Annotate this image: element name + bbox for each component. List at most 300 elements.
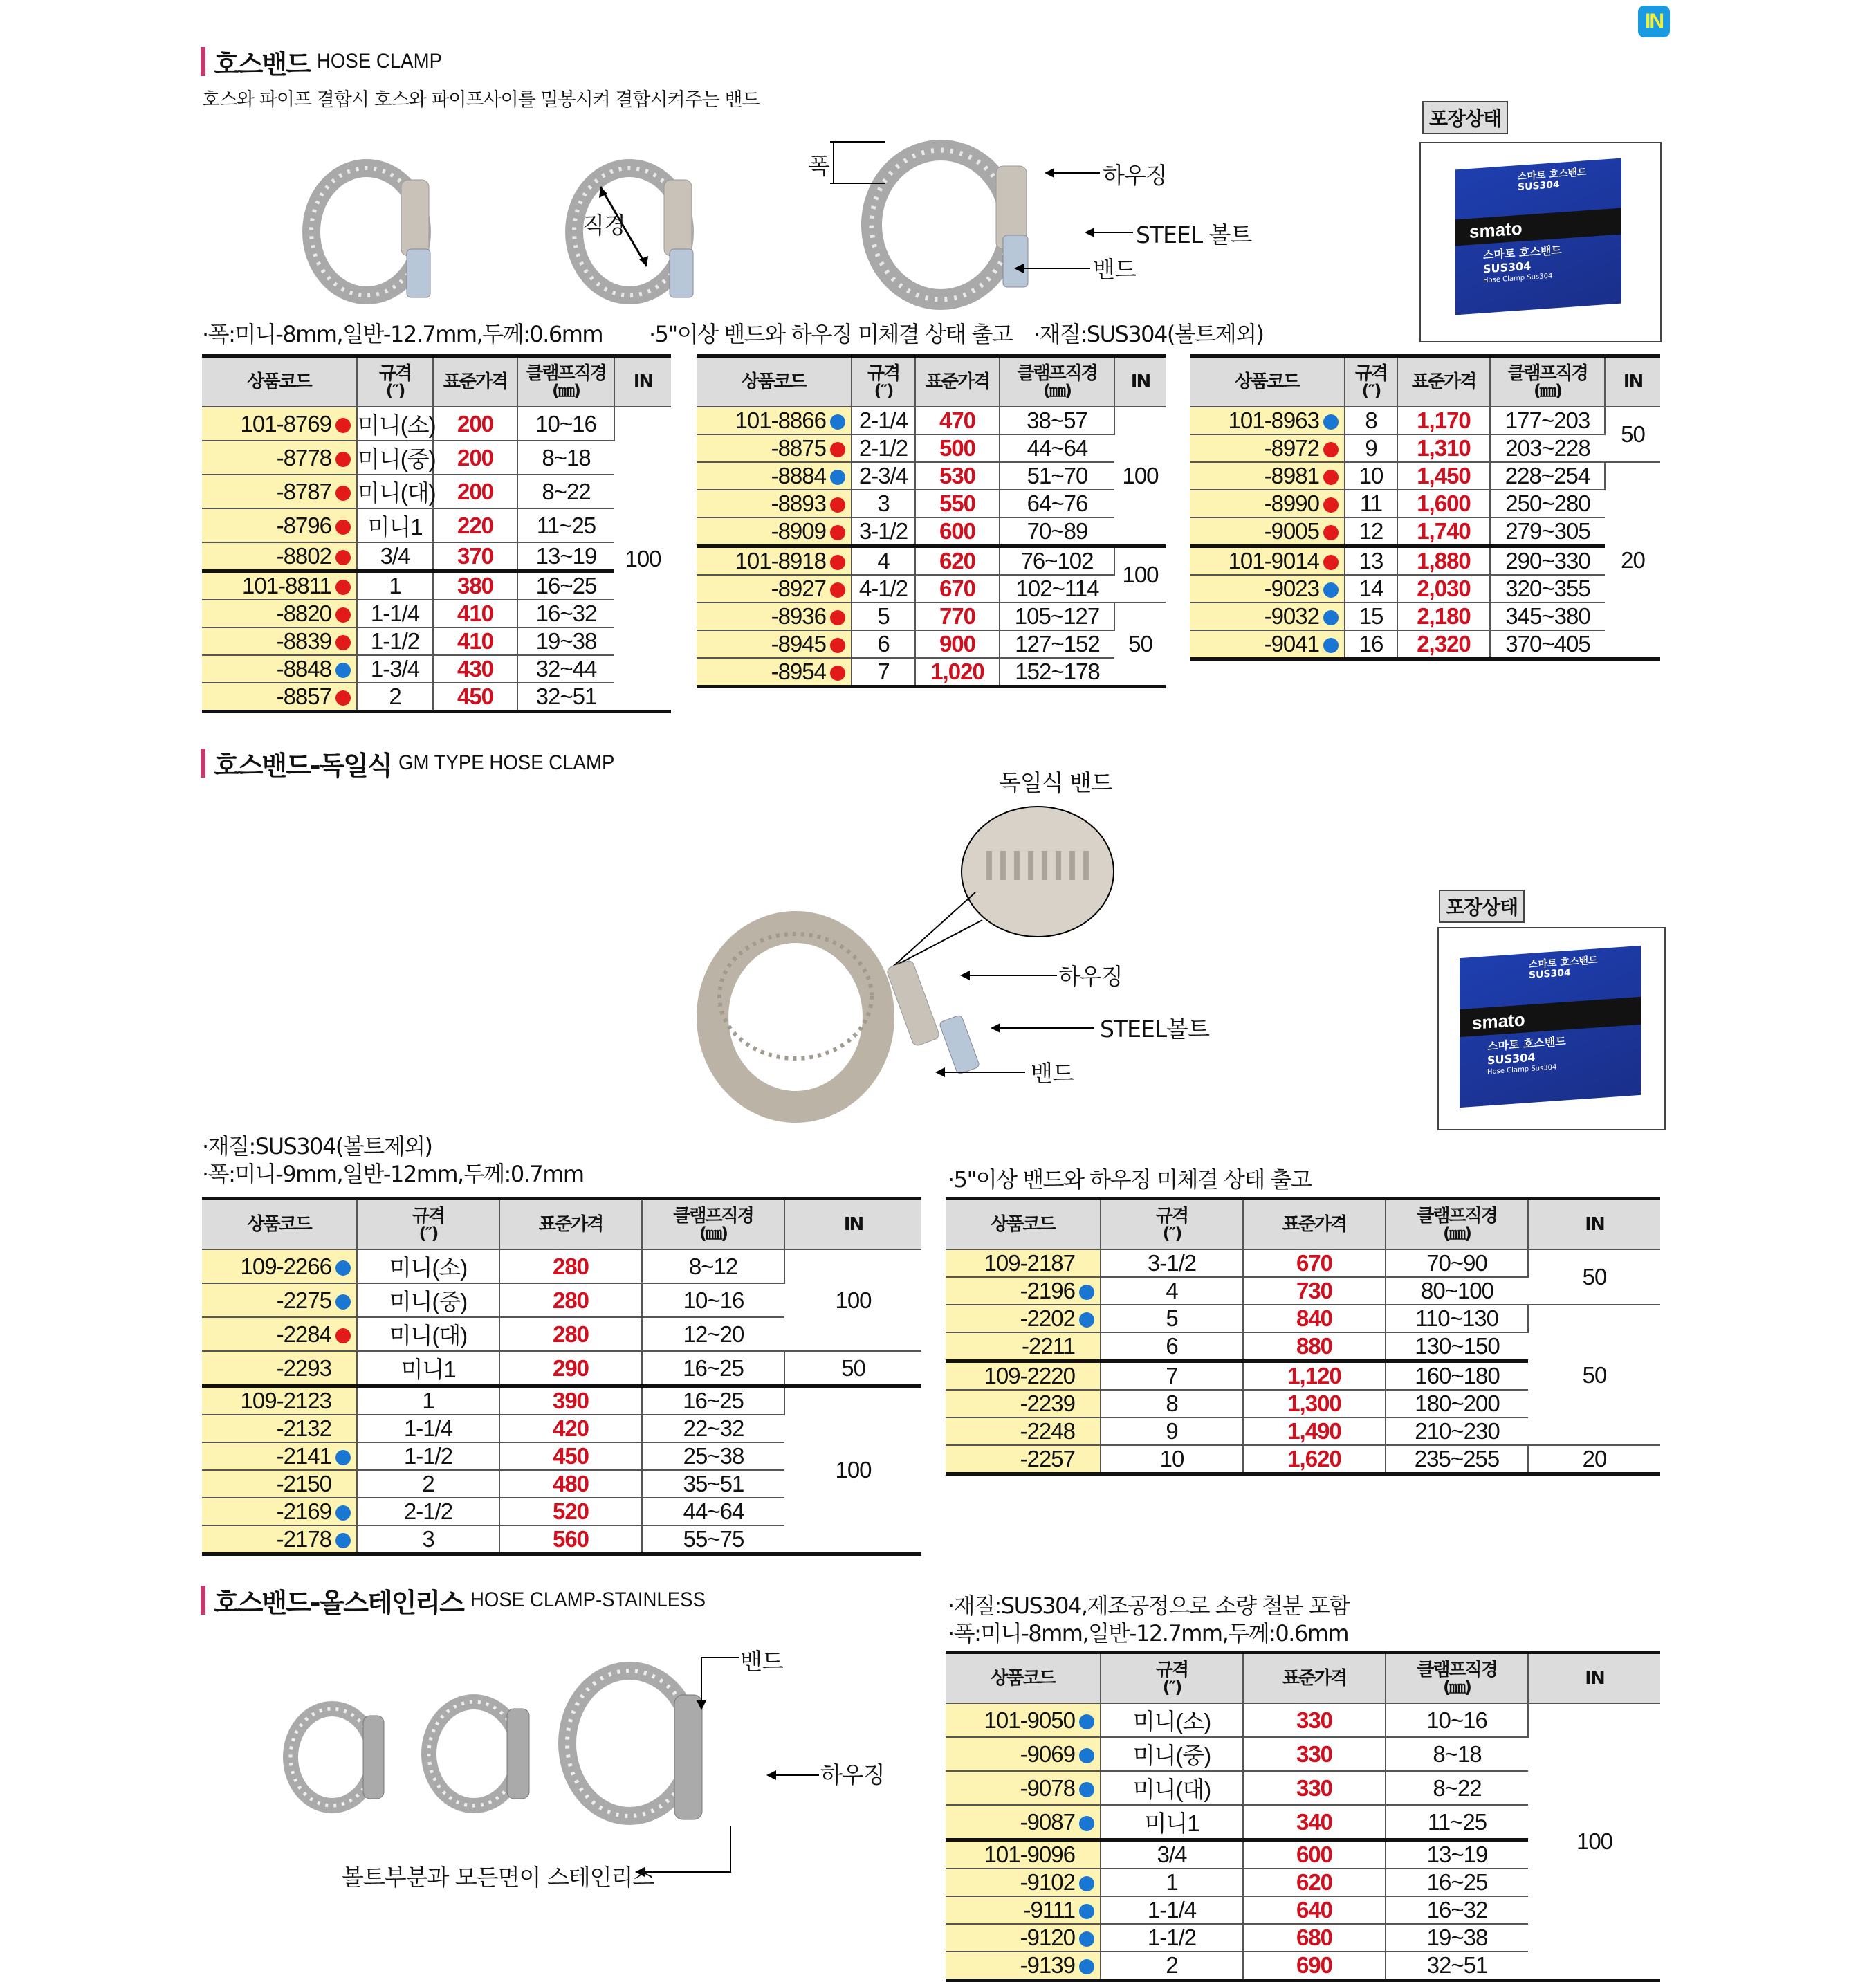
size-cell: 미니1 xyxy=(357,508,433,542)
product-code-text: -2248 xyxy=(1020,1418,1075,1444)
diameter-cell: 210~230 xyxy=(1386,1417,1528,1445)
table-row xyxy=(202,627,671,655)
diameter-cell: 11~25 xyxy=(1386,1805,1528,1840)
size-cell: 미니(대) xyxy=(1101,1771,1243,1805)
price-cell: 1,300 xyxy=(1243,1390,1386,1417)
section1-note-3: ·재질:SUS304(볼트제외) xyxy=(1033,321,1264,347)
diameter-cell: 11~25 xyxy=(517,508,614,542)
in-quantity: 100 xyxy=(784,1249,921,1351)
size-cell: 미니(소) xyxy=(1101,1703,1243,1737)
arrow-housing xyxy=(766,1768,819,1782)
product-code-text: -2141 xyxy=(276,1443,331,1469)
label-german-band: 독일식 밴드 xyxy=(999,769,1112,796)
product-code-text: -8875 xyxy=(771,435,826,461)
section3-title-ko: 호스밴드-올스테인리스 xyxy=(214,1587,463,1618)
red-dot-icon xyxy=(335,635,351,650)
product-code-text: -2284 xyxy=(276,1321,331,1347)
size-cell: 미니1 xyxy=(357,1351,499,1386)
table-row xyxy=(1190,547,1660,576)
header-diameter-unit: (㎜) xyxy=(552,381,580,401)
red-dot-icon xyxy=(335,1328,351,1343)
product-code xyxy=(202,683,357,712)
price-cell: 880 xyxy=(1243,1332,1386,1361)
product-code-text: -9078 xyxy=(1020,1774,1075,1801)
diameter-cell: 13~19 xyxy=(517,542,614,571)
product-code xyxy=(697,462,852,490)
product-code-text: -2275 xyxy=(276,1287,331,1313)
price-cell: 500 xyxy=(915,434,1000,462)
no-status-dot xyxy=(335,1478,351,1493)
header-size xyxy=(1101,1199,1243,1250)
product-code xyxy=(697,630,852,658)
product-code xyxy=(946,1805,1101,1840)
label-band: 밴드 xyxy=(1031,1060,1074,1087)
red-dot-icon xyxy=(335,418,351,433)
product-code xyxy=(202,1249,357,1283)
label-band: 밴드 xyxy=(1093,256,1136,283)
product-code xyxy=(1190,490,1345,517)
no-status-dot xyxy=(1079,1453,1094,1468)
accent-bar xyxy=(201,47,205,76)
header-price xyxy=(433,356,517,407)
product-code-text: -8945 xyxy=(771,631,826,657)
size-cell: 3/4 xyxy=(357,542,433,571)
diameter-cell: 228~254 xyxy=(1490,462,1605,490)
arrow-band xyxy=(1014,261,1090,275)
product-code-text: -8927 xyxy=(771,576,826,601)
header-diameter-label: 클램프직경 xyxy=(1017,363,1097,384)
product-code-text: -8990 xyxy=(1264,490,1319,516)
brand-logo: smato xyxy=(1469,217,1523,242)
product-code-text: -9023 xyxy=(1264,576,1319,601)
size-cell: 9 xyxy=(1345,434,1397,462)
price-cell: 560 xyxy=(499,1525,642,1554)
product-code-text: -2293 xyxy=(276,1355,331,1381)
product-code xyxy=(202,1442,357,1470)
section1-note-1: ·폭:미니-8mm,일반-12.7mm,두께:0.6mm xyxy=(202,321,603,347)
no-status-dot xyxy=(1079,1340,1094,1355)
header-in-label: IN xyxy=(843,1214,863,1235)
table-row xyxy=(697,407,1166,434)
price-cell: 1,170 xyxy=(1397,407,1490,434)
table-row xyxy=(697,603,1166,630)
size-cell: 1-1/2 xyxy=(357,627,433,655)
product-code xyxy=(946,1869,1101,1896)
packaging-label: 포장상태 xyxy=(1422,101,1508,134)
table-row xyxy=(202,475,671,508)
header-diameter xyxy=(642,1199,784,1250)
header-price xyxy=(499,1199,642,1250)
price-cell: 2,030 xyxy=(1397,575,1490,603)
header-in-label: IN xyxy=(1585,1668,1604,1689)
price-cell: 450 xyxy=(433,683,517,712)
product-code xyxy=(202,1386,357,1415)
price-cell: 690 xyxy=(1243,1952,1386,1981)
size-cell: 1 xyxy=(357,1386,499,1415)
product-code-text: -8884 xyxy=(771,463,826,488)
product-code xyxy=(697,547,852,576)
header-size-label: 규격 xyxy=(1155,1206,1188,1227)
red-dot-icon xyxy=(830,442,845,457)
size-cell: 4-1/2 xyxy=(852,575,915,603)
section3-title xyxy=(201,1583,726,1617)
product-code-text: -8778 xyxy=(276,444,331,470)
product-code-text: -8981 xyxy=(1264,463,1319,488)
product-code-text: 109-2187 xyxy=(984,1250,1075,1276)
table-row xyxy=(697,547,1166,576)
no-status-dot xyxy=(1079,1257,1094,1272)
diameter-cell: 130~150 xyxy=(1386,1332,1528,1361)
header-price-label: 표준가격 xyxy=(1282,1214,1347,1235)
diameter-cell: 127~152 xyxy=(1000,630,1114,658)
header-in xyxy=(614,356,671,407)
diameter-cell: 8~12 xyxy=(642,1249,784,1283)
width-dimension-marker xyxy=(830,142,885,197)
red-dot-icon xyxy=(1323,497,1339,513)
price-cell: 670 xyxy=(1243,1249,1386,1277)
header-in xyxy=(1528,1653,1660,1704)
diameter-cell: 16~25 xyxy=(642,1351,784,1386)
diameter-cell: 102~114 xyxy=(1000,575,1114,603)
header-code-label: 상품코드 xyxy=(247,1214,311,1235)
price-cell: 280 xyxy=(499,1283,642,1317)
size-cell: 5 xyxy=(852,603,915,630)
product-code xyxy=(1190,630,1345,659)
product-code-text: 109-2220 xyxy=(984,1363,1075,1388)
arrow-housing xyxy=(960,969,1057,982)
diameter-cell: 76~102 xyxy=(1000,547,1114,576)
header-size xyxy=(1101,1653,1243,1704)
table-header-row xyxy=(202,356,671,407)
size-cell: 3-1/2 xyxy=(1101,1249,1243,1277)
size-cell: 미니(중) xyxy=(357,1283,499,1317)
product-code-text: 101-8963 xyxy=(1228,407,1319,433)
price-cell: 2,180 xyxy=(1397,603,1490,630)
diameter-cell: 152~178 xyxy=(1000,658,1114,687)
header-code-label: 상품코드 xyxy=(991,1668,1055,1689)
section1-description: 호스와 파이프 결합시 호스와 파이프사이를 밀봉시켜 결합시켜주는 밴드 xyxy=(202,89,760,111)
header-size-unit: (″) xyxy=(874,381,893,401)
header-code xyxy=(202,1199,357,1250)
product-code-text: -9139 xyxy=(1020,1952,1075,1978)
product-code xyxy=(946,1390,1101,1417)
red-dot-icon xyxy=(335,690,351,706)
in-quantity: 50 xyxy=(1114,603,1166,687)
price-cell: 530 xyxy=(915,462,1000,490)
size-cell: 1 xyxy=(357,571,433,600)
product-code xyxy=(1190,547,1345,576)
product-code xyxy=(697,490,852,517)
header-diameter-label: 클램프직경 xyxy=(526,363,606,384)
header-size-label: 규격 xyxy=(412,1206,445,1227)
product-code xyxy=(946,1771,1101,1805)
product-code-text: -9087 xyxy=(1020,1808,1075,1835)
section2-title-en: GM TYPE HOSE CLAMP xyxy=(398,751,615,774)
price-cell: 1,620 xyxy=(1243,1445,1386,1474)
blue-dot-icon xyxy=(335,663,351,678)
size-cell: 미니(중) xyxy=(357,441,433,475)
arrow-bolt xyxy=(991,1021,1094,1035)
price-cell: 450 xyxy=(499,1442,642,1470)
product-code xyxy=(697,575,852,603)
arrow-band xyxy=(935,1065,1025,1079)
size-cell: 11 xyxy=(1345,490,1397,517)
price-cell: 1,310 xyxy=(1397,434,1490,462)
product-code-text: -9069 xyxy=(1020,1741,1075,1767)
spec-table-s3 xyxy=(946,1651,1660,1982)
product-code xyxy=(202,655,357,683)
product-code-text: -2132 xyxy=(276,1415,331,1441)
no-status-dot xyxy=(335,1362,351,1377)
size-cell: 8 xyxy=(1345,407,1397,434)
box-title: 스마토 호스밴드 xyxy=(1483,243,1562,262)
blue-dot-icon xyxy=(1079,1931,1094,1947)
header-diameter xyxy=(1000,356,1114,407)
red-dot-icon xyxy=(830,638,845,653)
price-cell: 680 xyxy=(1243,1924,1386,1952)
diameter-cell: 160~180 xyxy=(1386,1361,1528,1391)
product-code-text: -8972 xyxy=(1264,435,1319,461)
header-price-label: 표준가격 xyxy=(925,371,990,392)
packaging-photo xyxy=(1419,142,1662,342)
diameter-cell: 180~200 xyxy=(1386,1390,1528,1417)
diameter-cell: 32~44 xyxy=(517,655,614,683)
section2-title xyxy=(201,746,633,780)
diameter-cell: 35~51 xyxy=(642,1470,784,1498)
size-cell: 미니(대) xyxy=(357,475,433,508)
header-diameter-label: 클램프직경 xyxy=(1507,363,1588,384)
header-code xyxy=(202,356,357,407)
diameter-cell: 279~305 xyxy=(1490,517,1605,547)
table-row xyxy=(1190,575,1660,603)
section1-title xyxy=(201,44,453,79)
label-diameter: 직경 xyxy=(582,212,625,239)
header-in-label: IN xyxy=(633,371,653,392)
size-cell: 10 xyxy=(1101,1445,1243,1474)
product-code-text: 101-9014 xyxy=(1228,548,1319,574)
product-code xyxy=(1190,407,1345,434)
header-code xyxy=(697,356,852,407)
section2-note-1: ·재질:SUS304(볼트제외) xyxy=(202,1133,432,1159)
blue-dot-icon xyxy=(335,1505,351,1521)
box-image xyxy=(1455,158,1621,315)
no-status-dot xyxy=(335,1395,351,1410)
red-dot-icon xyxy=(1323,470,1339,485)
header-in-label: IN xyxy=(1585,1214,1604,1235)
table-row xyxy=(1190,517,1660,547)
product-code-text: -8848 xyxy=(276,656,331,681)
in-quantity: 20 xyxy=(1605,462,1660,659)
size-cell: 1-1/4 xyxy=(357,1415,499,1442)
spec-table-s2-1 xyxy=(202,1197,921,1556)
header-code xyxy=(1190,356,1345,407)
size-cell: 4 xyxy=(852,547,915,576)
blue-dot-icon xyxy=(1323,610,1339,625)
product-code xyxy=(1190,603,1345,630)
header-size xyxy=(357,1199,499,1250)
table-row xyxy=(697,490,1166,517)
size-cell: 10 xyxy=(1345,462,1397,490)
product-code-text: -8857 xyxy=(276,683,331,709)
price-cell: 280 xyxy=(499,1249,642,1283)
clamp-illustration-1 xyxy=(291,152,470,304)
label-all-stainless: 볼트부분과 모든면이 스테인리스 xyxy=(342,1864,654,1891)
header-price-label: 표준가격 xyxy=(538,1214,603,1235)
label-width: 폭 xyxy=(808,152,829,179)
table-row xyxy=(1190,603,1660,630)
product-code xyxy=(1190,575,1345,603)
product-code-text: -2169 xyxy=(276,1498,331,1524)
product-code xyxy=(202,475,357,508)
label-housing: 하우징 xyxy=(1103,162,1167,189)
header-diameter-unit: (㎜) xyxy=(1443,1224,1471,1243)
section1-title-ko: 호스밴드 xyxy=(214,48,310,80)
header-size-unit: (″) xyxy=(1162,1224,1181,1243)
blue-dot-icon xyxy=(1323,638,1339,653)
size-cell: 8 xyxy=(1101,1390,1243,1417)
price-cell: 330 xyxy=(1243,1737,1386,1771)
header-size-unit: (″) xyxy=(1361,381,1381,401)
blue-dot-icon xyxy=(1079,1782,1094,1797)
header-in xyxy=(784,1199,921,1250)
arrow-band xyxy=(699,1656,740,1712)
red-dot-icon xyxy=(830,610,845,625)
product-code-text: -2178 xyxy=(276,1526,331,1552)
blue-dot-icon xyxy=(335,1294,351,1310)
price-cell: 390 xyxy=(499,1386,642,1415)
section2-title-ko: 호스밴드-독일식 xyxy=(214,750,392,781)
table-row xyxy=(1190,434,1660,462)
red-dot-icon xyxy=(830,555,845,570)
diameter-cell: 55~75 xyxy=(642,1525,784,1554)
price-cell: 1,880 xyxy=(1397,547,1490,576)
red-dot-icon xyxy=(1323,525,1339,540)
size-cell: 1-1/4 xyxy=(357,600,433,627)
diameter-cell: 12~20 xyxy=(642,1317,784,1351)
product-code xyxy=(202,441,357,475)
blue-dot-icon xyxy=(1079,1904,1094,1919)
product-code xyxy=(1190,462,1345,490)
header-size-label: 규격 xyxy=(1354,363,1388,384)
spec-table-s1-2 xyxy=(697,354,1166,688)
table-row xyxy=(202,683,671,712)
header-code xyxy=(946,1653,1101,1704)
price-cell: 280 xyxy=(499,1317,642,1351)
price-cell: 1,020 xyxy=(915,658,1000,687)
size-cell: 2-3/4 xyxy=(852,462,915,490)
box-title: 스마토 호스밴드 xyxy=(1487,1034,1566,1054)
header-price xyxy=(1243,1199,1386,1250)
header-diameter xyxy=(1386,1199,1528,1250)
price-cell: 1,450 xyxy=(1397,462,1490,490)
size-cell: 6 xyxy=(1101,1332,1243,1361)
in-quantity: 50 xyxy=(1528,1305,1660,1445)
price-cell: 730 xyxy=(1243,1277,1386,1305)
price-cell: 620 xyxy=(1243,1869,1386,1896)
diameter-cell: 70~89 xyxy=(1000,517,1114,547)
in-quantity: 100 xyxy=(784,1386,921,1554)
blue-dot-icon xyxy=(1079,1714,1094,1729)
header-code-label: 상품코드 xyxy=(991,1214,1055,1235)
product-code xyxy=(946,1840,1101,1869)
product-code xyxy=(202,600,357,627)
size-cell: 1-1/2 xyxy=(357,1442,499,1470)
in-quantity: 100 xyxy=(1528,1703,1660,1981)
size-cell: 3 xyxy=(852,490,915,517)
size-cell: 1-1/2 xyxy=(1101,1924,1243,1952)
spec-table-s1-1 xyxy=(202,354,671,713)
header-in-label: IN xyxy=(1130,371,1150,392)
table-row xyxy=(697,517,1166,547)
in-badge: IN xyxy=(1638,6,1670,37)
red-dot-icon xyxy=(335,486,351,501)
clamp-illustration-2 xyxy=(553,152,733,304)
product-code xyxy=(946,1361,1101,1391)
price-cell: 670 xyxy=(915,575,1000,603)
diameter-cell: 177~203 xyxy=(1490,407,1605,434)
table-row xyxy=(1190,490,1660,517)
header-size-unit: (″) xyxy=(385,381,405,401)
product-code-text: -8954 xyxy=(771,659,826,684)
price-cell: 1,600 xyxy=(1397,490,1490,517)
table-header-row xyxy=(946,1199,1660,1250)
header-code xyxy=(946,1199,1101,1250)
size-cell: 2 xyxy=(357,1470,499,1498)
box-top-text: 스마토 호스밴드 SUS304 xyxy=(1518,167,1587,194)
blue-dot-icon xyxy=(1079,1312,1094,1328)
product-code xyxy=(202,1525,357,1554)
product-code xyxy=(946,1417,1101,1445)
price-cell: 600 xyxy=(1243,1840,1386,1869)
red-dot-icon xyxy=(335,452,351,467)
product-code-text: 101-8918 xyxy=(735,548,826,574)
blue-dot-icon xyxy=(335,1450,351,1465)
size-cell: 5 xyxy=(1101,1305,1243,1332)
header-price xyxy=(1243,1653,1386,1704)
box-subtitle: Hose Clamp Sus304 xyxy=(1483,272,1553,285)
table-row xyxy=(1190,407,1660,434)
blue-dot-icon xyxy=(830,414,845,430)
box-top-text: 스마토 호스밴드 SUS304 xyxy=(1529,955,1598,982)
size-cell: 1-3/4 xyxy=(357,655,433,683)
in-quantity: 20 xyxy=(1528,1445,1660,1474)
product-code xyxy=(697,517,852,547)
table-row xyxy=(1190,462,1660,490)
header-size xyxy=(357,356,433,407)
product-code-text: -9111 xyxy=(1023,1897,1075,1923)
size-cell: 미니(중) xyxy=(1101,1737,1243,1771)
product-code xyxy=(946,1277,1101,1305)
product-code-text: -9032 xyxy=(1264,603,1319,629)
header-diameter-label: 클램프직경 xyxy=(1417,1206,1497,1227)
diameter-cell: 203~228 xyxy=(1490,434,1605,462)
diameter-cell: 250~280 xyxy=(1490,490,1605,517)
gm-clamp-illustration xyxy=(699,913,948,1121)
diameter-cell: 10~16 xyxy=(642,1283,784,1317)
price-cell: 1,740 xyxy=(1397,517,1490,547)
label-steel-bolt: STEEL 볼트 xyxy=(1136,221,1252,248)
size-cell: 3/4 xyxy=(1101,1840,1243,1869)
header-price-label: 표준가격 xyxy=(1411,371,1476,392)
size-cell: 미니(소) xyxy=(357,1249,499,1283)
table-header-row xyxy=(946,1653,1660,1704)
header-diameter-unit: (㎜) xyxy=(1534,381,1561,401)
diameter-cell: 16~25 xyxy=(1386,1869,1528,1896)
header-code-label: 상품코드 xyxy=(1235,371,1299,392)
product-code xyxy=(202,542,357,571)
table-row xyxy=(697,630,1166,658)
no-status-dot xyxy=(1079,1397,1094,1413)
